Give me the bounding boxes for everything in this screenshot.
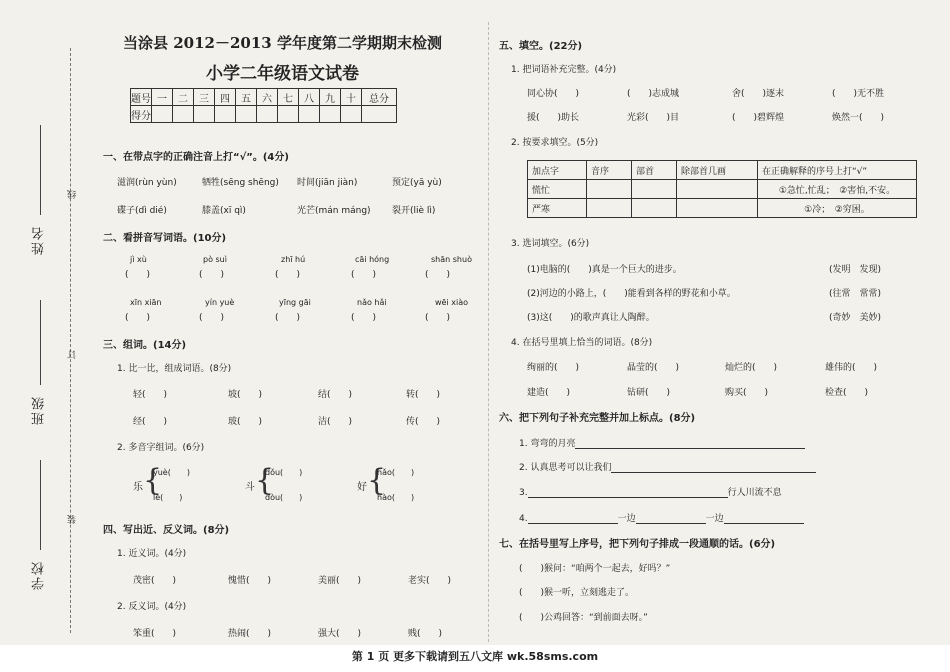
score-cell: 十 [341,89,362,106]
table-header: 在正确解释的序号上打“√” [758,161,917,180]
right-page [488,22,934,642]
poly-blank[interactable]: lè( ) [153,493,183,502]
answer-line[interactable] [528,512,618,524]
idiom-blank[interactable]: ( )碧辉煌 [732,113,785,123]
s5-sub3: 3. 选词填空。(6分) [511,239,590,249]
s5-sub1: 1. 把词语补充完整。(4分) [511,65,617,75]
school-blank[interactable] [40,460,41,550]
line-mark: 线 [68,190,78,199]
poly-char: 好 [357,482,367,493]
answer-blank[interactable]: ( ) [351,270,377,280]
idiom-blank[interactable]: ( )志成城 [627,89,680,99]
word-blank[interactable]: 热闹( ) [228,629,272,639]
sentence-end: 行人川流不息 [727,488,782,498]
class-label: 班级 [32,395,47,425]
word-blank[interactable]: 美丽( ) [318,576,362,586]
sentence-start: 4. [519,514,528,524]
s3-row-1 [133,387,440,400]
section-1-heading: 一、在带点字的正确注音上打“√”。(4分) [103,152,289,163]
class-blank[interactable] [40,300,41,385]
brace-icon: { [255,463,275,498]
section-7-heading: 七、在括号里写上序号，把下列句子排成一段通顺的话。(6分) [499,539,776,550]
fill-sentence[interactable]: (2)河边的小路上，( )能看到各样的野花和小草。 [527,289,736,299]
order-sentence[interactable]: ( )公鸡回答：“到前面去呀。” [519,613,648,623]
s6-line-3 [519,485,782,498]
s6-line-4 [519,511,804,524]
answer-blank[interactable]: ( ) [351,313,377,323]
page-footer: 第 1 页 更多下载请到五八文库 wk.58sms.com [351,650,599,663]
score-blank[interactable] [257,106,278,123]
word-blank[interactable]: 经( ) [133,417,168,427]
pinyin-choice[interactable]: 碟子(dì dié) [117,206,167,216]
dictionary-table [527,160,917,218]
answer-blank[interactable]: ( ) [199,270,225,280]
word-blank[interactable]: 转( ) [406,390,441,400]
s1-row-2 [117,203,435,216]
sentence-mid: 一边 [617,514,636,524]
poly-blank[interactable]: yuè( ) [153,468,190,477]
section-6-heading: 六、把下列句子补充完整并加上标点。(8分) [499,413,696,424]
word-blank[interactable]: 晶莹的( ) [627,363,680,373]
idiom-blank[interactable]: 光彩( )目 [627,113,680,123]
score-blank[interactable] [194,106,215,123]
word-blank[interactable]: 笨重( ) [133,629,177,639]
word-blank[interactable]: 雄伟的( ) [825,363,878,373]
word-options: (往常 常常) [829,289,882,299]
answer-blank[interactable]: ( ) [125,313,151,323]
table-header: 除部首几画 [677,161,758,180]
table-blank[interactable] [587,180,632,199]
poly-blank[interactable]: hào( ) [377,493,415,502]
poly-char: 乐 [133,482,143,493]
s5-fill-row-2 [527,385,868,398]
binding-line [70,48,71,633]
order-sentence[interactable]: ( )猴问：“咱两个一起去，好吗？” [519,564,671,574]
score-cell: 二 [173,89,194,106]
score-blank[interactable] [173,106,194,123]
table-blank[interactable] [632,199,677,218]
word-blank[interactable]: 强大( ) [318,629,362,639]
pinyin-prompt: yín yuè [205,298,235,307]
s4-row-2 [133,626,442,639]
pinyin-choice[interactable]: 预定(yā yù) [392,178,442,188]
pinyin-choice[interactable]: 光芒(mán máng) [297,206,371,216]
answer-line[interactable] [724,512,804,524]
poly-blank[interactable]: dǒu( ) [265,468,303,477]
brace-icon: { [143,463,163,498]
table-cell: 慌忙 [528,180,587,199]
pinyin-prompt: jì xù [130,255,147,264]
exam-subtitle: 小学二年级语文试卷 [206,64,359,84]
s3-row-2 [133,414,440,427]
sentence-start: 2. 认真思考可以让我们 [519,463,612,473]
pinyin-choice[interactable]: 膝盖(xī qì) [202,206,246,216]
word-blank[interactable]: 轻( ) [133,390,168,400]
idiom-blank[interactable]: 焕然一( ) [832,113,885,123]
pinyin-choice[interactable]: 时间(jiān jiàn) [297,178,358,188]
word-blank[interactable]: 绚丽的( ) [527,363,580,373]
s6-line-2 [519,460,816,473]
score-label: 得分 [131,106,152,123]
score-cell: 六 [257,89,278,106]
brace-icon: { [367,463,387,498]
pinyin-prompt: pò suì [203,255,227,264]
s4-sub2: 2. 反义词。(4分) [117,602,187,612]
table-cell[interactable]: ①冷； ②穷困。 [758,199,917,218]
table-header: 音序 [587,161,632,180]
idiom-blank[interactable]: 舍( )逐末 [732,89,785,99]
word-blank[interactable]: 钻研( ) [627,388,671,398]
table-blank[interactable] [677,180,758,199]
table-blank[interactable] [677,199,758,218]
word-options: (奇妙 美妙) [829,313,882,323]
s5-fill-row-1 [527,360,877,373]
answer-blank[interactable]: ( ) [425,270,451,280]
score-blank[interactable] [320,106,341,123]
score-cell: 总分 [362,89,397,106]
pinyin-prompt: xīn xiān [130,298,162,307]
table-row [528,199,917,218]
left-page [95,22,470,642]
pinyin-prompt: yīng gāi [279,298,311,307]
section-3-heading: 三、组词。(14分) [103,340,187,351]
table-header: 加点字 [528,161,587,180]
s3-sub1: 1. 比一比，组成词语。(8分) [117,364,232,374]
word-blank[interactable]: 购买( ) [725,388,769,398]
s1-row-1 [117,175,442,188]
answer-line[interactable] [575,437,805,449]
score-blank[interactable] [236,106,257,123]
table-cell: 严寒 [528,199,587,218]
pinyin-prompt: wēi xiào [435,298,468,307]
table-cell[interactable]: ①急忙,忙乱； ②害怕,不安。 [758,180,917,199]
pinyin-choice[interactable]: 裂开(liè lì) [392,206,436,216]
answer-line[interactable] [611,461,816,473]
fill-sentence[interactable]: (3)这( )的歌声真让人陶醉。 [527,313,655,323]
word-blank[interactable]: 检查( ) [825,388,869,398]
score-header-row [131,89,397,106]
score-blank[interactable] [341,106,362,123]
score-value-row [131,106,397,123]
word-blank[interactable]: 坡( ) [228,390,263,400]
score-cell: 一 [152,89,173,106]
section-2-heading: 二、看拼音写词语。(10分) [103,233,227,244]
section-5-heading: 五、填空。(22分) [499,41,583,52]
word-blank[interactable]: 玻( ) [228,417,263,427]
word-blank[interactable]: 洁( ) [318,417,353,427]
score-cell: 八 [299,89,320,106]
pinyin-prompt: cāi hóng [355,255,390,264]
score-cell: 九 [320,89,341,106]
pinyin-choice[interactable]: 牺牲(sēng shēng) [202,178,279,188]
pinyin-prompt: nǎo hǎi [357,298,387,307]
score-cell: 四 [215,89,236,106]
word-options: (发明 发现) [829,265,882,275]
word-blank[interactable]: 老实( ) [408,576,452,586]
word-blank[interactable]: 灿烂的( ) [725,363,778,373]
binding-margin [0,0,95,645]
score-blank[interactable] [362,106,397,123]
zhuang-mark: 装 [68,515,78,524]
exam-title: 当涂县 2012－2013 学年度第二学期期末检测 [123,34,442,52]
s6-line-1 [519,436,805,449]
sentence-mid: 一边 [705,514,724,524]
school-label: 学校 [32,560,47,590]
answer-blank[interactable]: ( ) [275,313,301,323]
fill-sentence[interactable]: (1)电脑的( )真是一个巨大的进步。 [527,265,682,275]
poly-char: 斗 [245,482,255,493]
sentence-start: 1. 弯弯的月亮 [519,439,576,449]
score-blank[interactable] [299,106,320,123]
pinyin-prompt: shān shuò [431,255,472,264]
table-header: 部首 [632,161,677,180]
table-blank[interactable] [587,199,632,218]
word-blank[interactable]: 茂密( ) [133,576,177,586]
table-blank[interactable] [632,180,677,199]
score-blank[interactable] [215,106,236,123]
score-cell: 三 [194,89,215,106]
word-blank[interactable]: 结( ) [318,390,353,400]
s3-sub2: 2. 多音字组词。(6分) [117,443,205,453]
section-4-heading: 四、写出近、反义词。(8分) [103,525,230,536]
name-label: 姓名 [32,225,47,255]
score-cell: 五 [236,89,257,106]
poly-blank[interactable]: hǎo( ) [377,468,415,477]
ding-mark: 订 [68,350,78,359]
score-table [130,88,397,123]
idiom-blank[interactable]: 援( )助长 [527,113,580,123]
s4-row-1 [133,573,451,586]
answer-blank[interactable]: ( ) [275,270,301,280]
poly-blank[interactable]: dòu( ) [265,493,303,502]
idiom-blank[interactable]: 同心协( ) [527,89,580,99]
word-blank[interactable]: 愧惜( ) [228,576,272,586]
score-blank[interactable] [278,106,299,123]
table-row [528,180,917,199]
s5-sub2: 2. 按要求填空。(5分) [511,138,599,148]
idiom-blank[interactable]: ( )无不胜 [832,89,885,99]
pinyin-prompt: zhī hú [281,255,306,264]
answer-line[interactable] [636,512,706,524]
answer-blank[interactable]: ( ) [199,313,225,323]
answer-blank[interactable]: ( ) [425,313,451,323]
order-sentence[interactable]: ( )猴一听，立刻逃走了。 [519,588,635,598]
score-cell: 题号 [131,89,152,106]
name-blank[interactable] [40,125,41,215]
sentence-start: 3. [519,488,528,498]
s4-sub1: 1. 近义词。(4分) [117,549,187,559]
word-blank[interactable]: 建造( ) [527,388,571,398]
answer-line[interactable] [528,486,728,498]
s5-sub4: 4. 在括号里填上恰当的词语。(8分) [511,338,653,348]
word-blank[interactable]: 贱( ) [408,629,443,639]
pinyin-choice[interactable]: 滋润(rùn yùn) [117,178,177,188]
s5-row-2 [527,110,884,123]
answer-blank[interactable]: ( ) [125,270,151,280]
score-cell: 七 [278,89,299,106]
s5-row-1 [527,86,884,99]
word-blank[interactable]: 传( ) [406,417,441,427]
score-blank[interactable] [152,106,173,123]
